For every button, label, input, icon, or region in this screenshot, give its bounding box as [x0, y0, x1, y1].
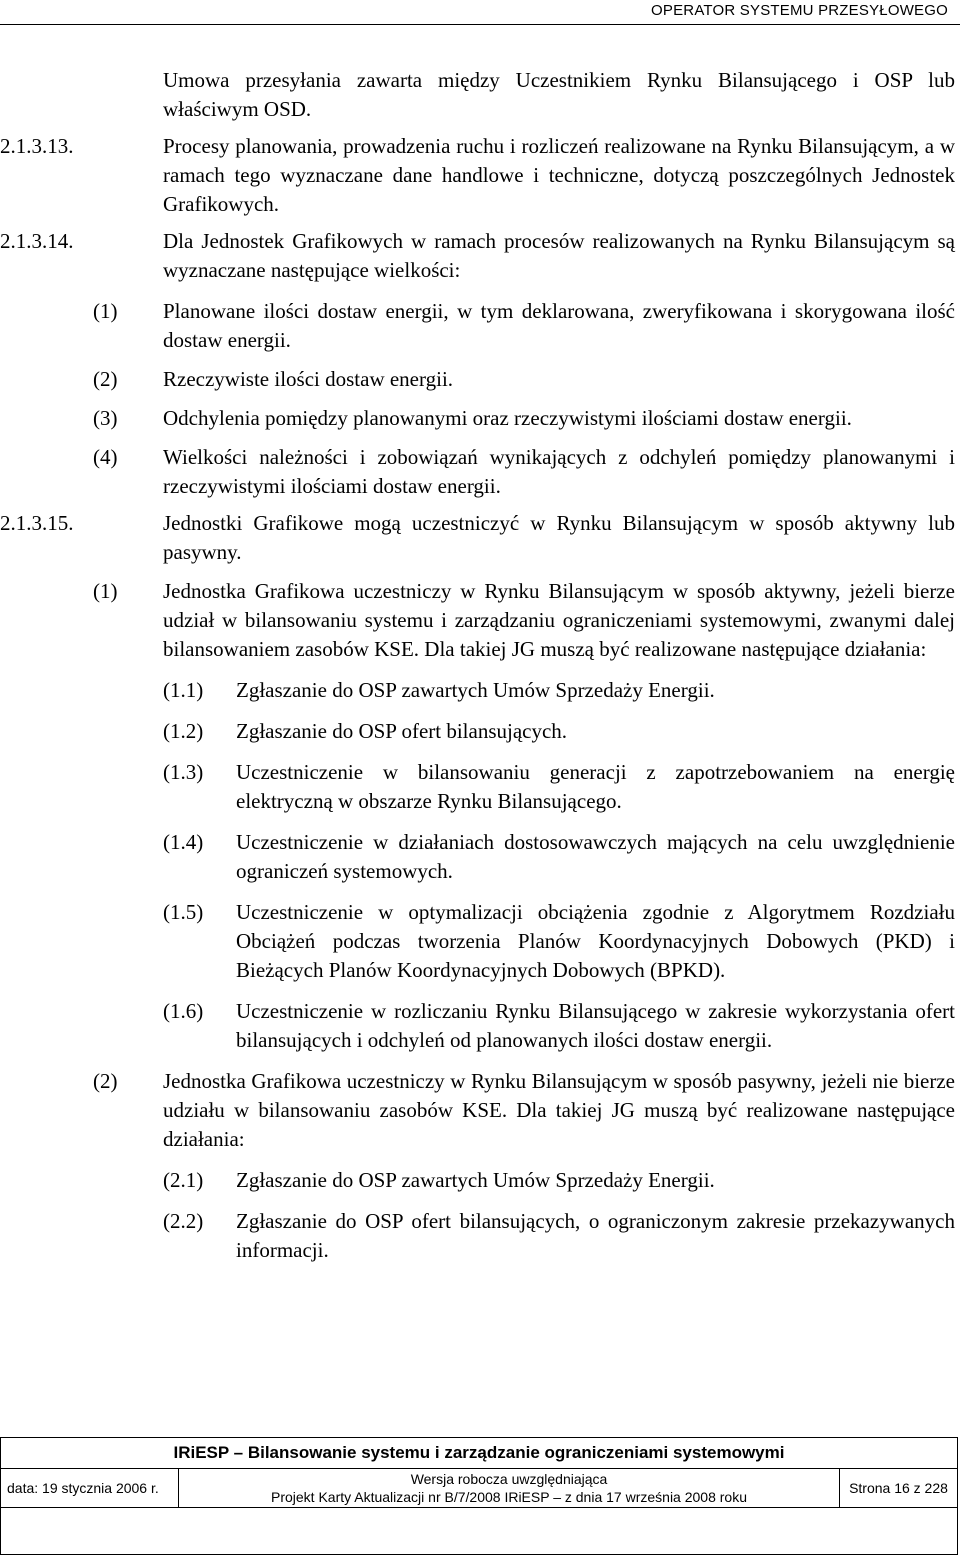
- list-item: [0, 404, 955, 433]
- section-2-1-3-15: [0, 509, 955, 567]
- header-title: OPERATOR SYSTEMU PRZESYŁOWEGO: [651, 2, 948, 19]
- section-number: 2.1.3.13.: [0, 134, 74, 158]
- sub-item: [0, 758, 955, 816]
- footer-page-number: Strona 16 z 228: [839, 1468, 958, 1508]
- list-item: [0, 577, 955, 664]
- list-item: [0, 443, 955, 501]
- item-number: (4): [93, 445, 118, 469]
- item-text: Wielkości należności i zobowiązań wynikających z odchyleń pomiędzy planowanymi i rzeczywistymi ilościami dostaw energii.: [163, 445, 955, 498]
- item-text: Rzeczywiste ilości dostaw energii.: [163, 367, 454, 391]
- sub-item-number: (1.1): [163, 678, 204, 702]
- item-text: Planowane ilości dostaw energii, w tym deklarowana, zweryfikowana i skorygowana ilość dostaw energii.: [163, 299, 955, 352]
- sub-item-number: (1.4): [163, 830, 204, 854]
- sub-item-number: (1.3): [163, 760, 204, 784]
- page-header: [0, 0, 960, 25]
- list-item: [0, 1067, 955, 1154]
- intro-paragraph: Umowa przesyłania zawarta między Uczestnikiem Rynku Bilansującego i OSP lub właściwym OSD.: [163, 68, 955, 121]
- sub-item-number: (2.2): [163, 1209, 204, 1233]
- section-number: 2.1.3.14.: [0, 229, 74, 253]
- section-number: 2.1.3.15.: [0, 511, 74, 535]
- list-item: [0, 297, 955, 355]
- section-2-1-3-14: [0, 227, 955, 285]
- sub-item-text: Uczestniczenie w działaniach dostosowawczych mających na celu uwzględnienie ograniczeń systemowych.: [236, 830, 955, 883]
- item-number: (2): [93, 1069, 118, 1093]
- sub-item: [0, 717, 955, 746]
- footer-version: [178, 1468, 840, 1508]
- footer-doc-title: IRiESP – Bilansowanie systemu i zarządzanie ograniczeniami systemowymi: [0, 1437, 958, 1469]
- footer-bottom-box: [0, 1507, 958, 1555]
- sub-item-text: Zgłaszanie do OSP zawartych Umów Sprzedaży Energii.: [236, 1168, 715, 1192]
- item-text: Jednostka Grafikowa uczestniczy w Rynku Bilansującym w sposób pasywny, jeżeli nie bierze udziału w bilansowaniu zasobów KSE. Dla takiej JG muszą być realizowane następujące działania:: [163, 1069, 955, 1151]
- footer-version-line: Wersja robocza uwzględniająca: [410, 1471, 608, 1487]
- page-footer: [0, 1437, 958, 1557]
- sub-item-text: Zgłaszanie do OSP ofert bilansujących.: [236, 719, 568, 743]
- sub-item-number: (1.6): [163, 999, 204, 1023]
- sub-item: [0, 676, 955, 705]
- item-number: (1): [93, 579, 118, 603]
- sub-item-text: Uczestniczenie w bilansowaniu generacji z zapotrzebowaniem na energię elektryczną w obszarze Rynku Bilansującego.: [236, 760, 955, 813]
- item-number: (1): [93, 299, 118, 323]
- item-number: (2): [93, 367, 118, 391]
- sub-item-text: Zgłaszanie do OSP zawartych Umów Sprzedaży Energii.: [236, 678, 715, 702]
- sub-item: [0, 997, 955, 1055]
- section-text: Procesy planowania, prowadzenia ruchu i rozliczeń realizowane na Rynku Bilansującym, a w ramach tego wyznaczane dane handlowe i techniczne, dotyczą poszczególnych Jednostek Grafikowych.: [163, 134, 955, 216]
- sub-item-text: Zgłaszanie do OSP ofert bilansujących, o ograniczonym zakresie przekazywanych informacji.: [236, 1209, 955, 1262]
- document-body: [0, 66, 960, 1265]
- sub-item: [0, 1207, 955, 1265]
- item-text: Odchylenia pomiędzy planowanymi oraz rzeczywistymi ilościami dostaw energii.: [163, 406, 852, 430]
- sub-item-number: (2.1): [163, 1168, 204, 1192]
- item-number: (3): [93, 406, 118, 430]
- sub-item: [0, 898, 955, 985]
- section-2-1-3-13: [0, 132, 955, 219]
- sub-item-text: Uczestniczenie w optymalizacji obciążenia zgodnie z Algorytmem Rozdziału Obciążeń podczas tworzenia Planów Koordynacyjnych Dobowych (PKD) i Bieżących Planów Koordynacyjnych Dobowych (BPKD).: [236, 900, 955, 982]
- footer-date: data: 19 stycznia 2006 r.: [0, 1468, 179, 1508]
- section-text: Dla Jednostek Grafikowych w ramach procesów realizowanych na Rynku Bilansującym są wyznaczane następujące wielkości:: [163, 229, 955, 282]
- sub-item: [0, 828, 955, 886]
- list-item: [0, 365, 955, 394]
- sub-item: [0, 1166, 955, 1195]
- footer-project-line: Projekt Karty Aktualizacji nr B/7/2008 IRiESP – z dnia 17 września 2008 roku: [271, 1489, 747, 1505]
- sub-item-text: Uczestniczenie w rozliczaniu Rynku Bilansującego w zakresie wykorzystania ofert bilansujących i odchyleń od planowanych ilości dostaw energii.: [236, 999, 955, 1052]
- item-text: Jednostka Grafikowa uczestniczy w Rynku Bilansującym w sposób aktywny, jeżeli bierze udział w bilansowaniu systemu i zarządzaniu ograniczeniami systemowymi, zwanymi dalej bilansowaniem zasobów KSE. Dla takiej JG muszą być realizowane następujące działania:: [163, 579, 955, 661]
- sub-item-number: (1.5): [163, 900, 204, 924]
- sub-item-number: (1.2): [163, 719, 204, 743]
- section-text: Jednostki Grafikowe mogą uczestniczyć w Rynku Bilansującym w sposób aktywny lub pasywny.: [163, 511, 955, 564]
